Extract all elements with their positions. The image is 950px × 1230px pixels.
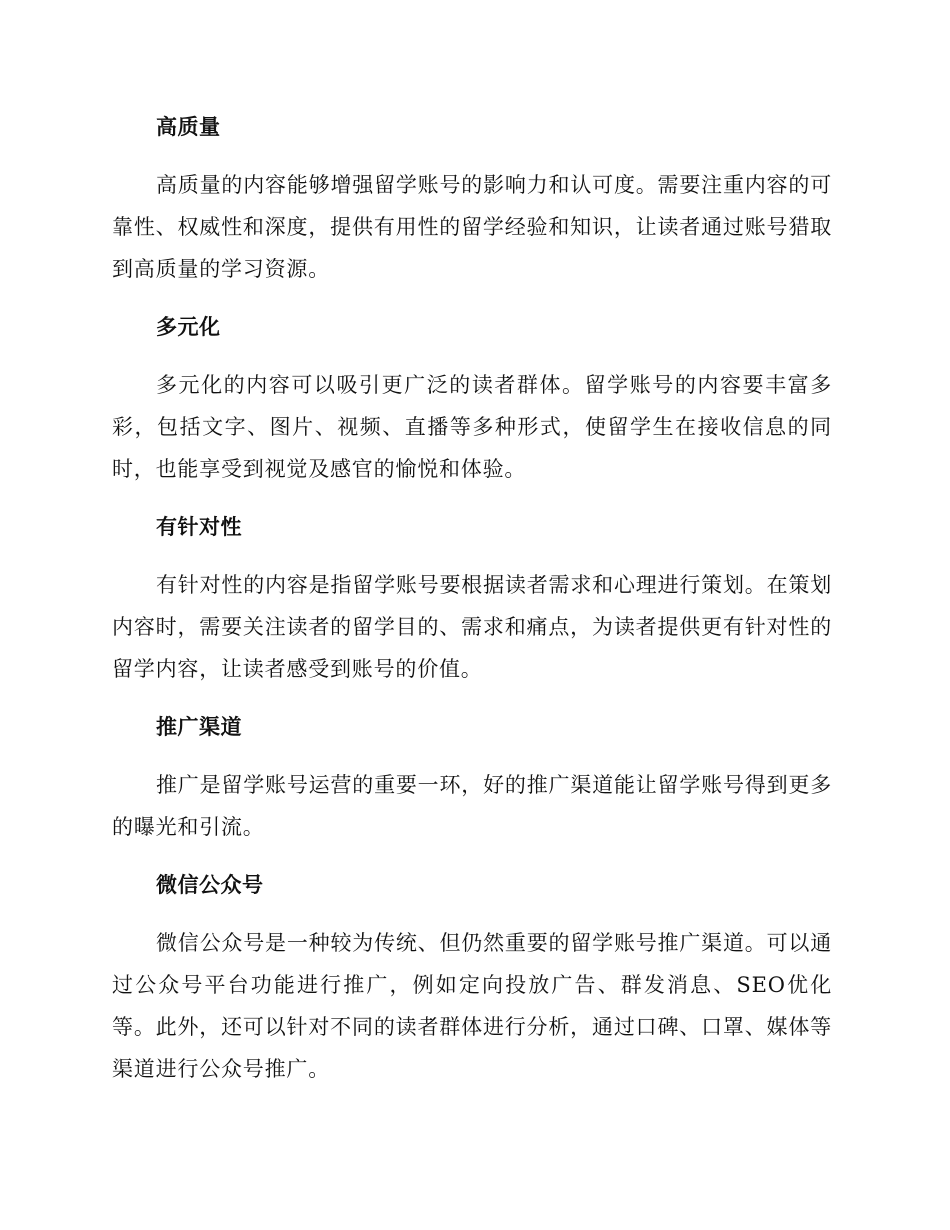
section-wechat-official-account: [112, 866, 832, 1090]
section-high-quality: [112, 108, 832, 290]
section-paragraph: 微信公众号是一种较为传统、但仍然重要的留学账号推广渠道。可以通过公众号平台功能进行推广，例如定向投放广告、群发消息、SEO优化等。此外，还可以针对不同的读者群体进行分析，通过口碑、口罩、媒体等渠道进行公众号推广。: [112, 931, 832, 1081]
section-heading: 微信公众号: [156, 873, 264, 897]
section-paragraph: 有针对性的内容是指留学账号要根据读者需求和心理进行策划。在策划内容时，需要关注读者的留学目的、需求和痛点，为读者提供更有针对性的留学内容，让读者感受到账号的价值。: [112, 573, 832, 681]
section-promotion-channels: [112, 708, 832, 848]
section-heading: 推广渠道: [156, 715, 242, 739]
section-diversified: [112, 308, 832, 490]
section-paragraph: 高质量的内容能够增强留学账号的影响力和认可度。需要注重内容的可靠性、权威性和深度，提供有用性的留学经验和知识，让读者通过账号猎取到高质量的学习资源。: [112, 173, 832, 281]
section-paragraph: 推广是留学账号运营的重要一环，好的推广渠道能让留学账号得到更多的曝光和引流。: [112, 773, 832, 839]
section-heading: 有针对性: [156, 515, 242, 539]
document-body: [112, 108, 832, 1090]
section-heading: 多元化: [156, 315, 221, 339]
section-paragraph: 多元化的内容可以吸引更广泛的读者群体。留学账号的内容要丰富多彩，包括文字、图片、视频、直播等多种形式，使留学生在接收信息的同时，也能享受到视觉及感官的愉悦和体验。: [112, 373, 832, 481]
section-heading: 高质量: [156, 115, 221, 139]
section-targeted: [112, 508, 832, 690]
